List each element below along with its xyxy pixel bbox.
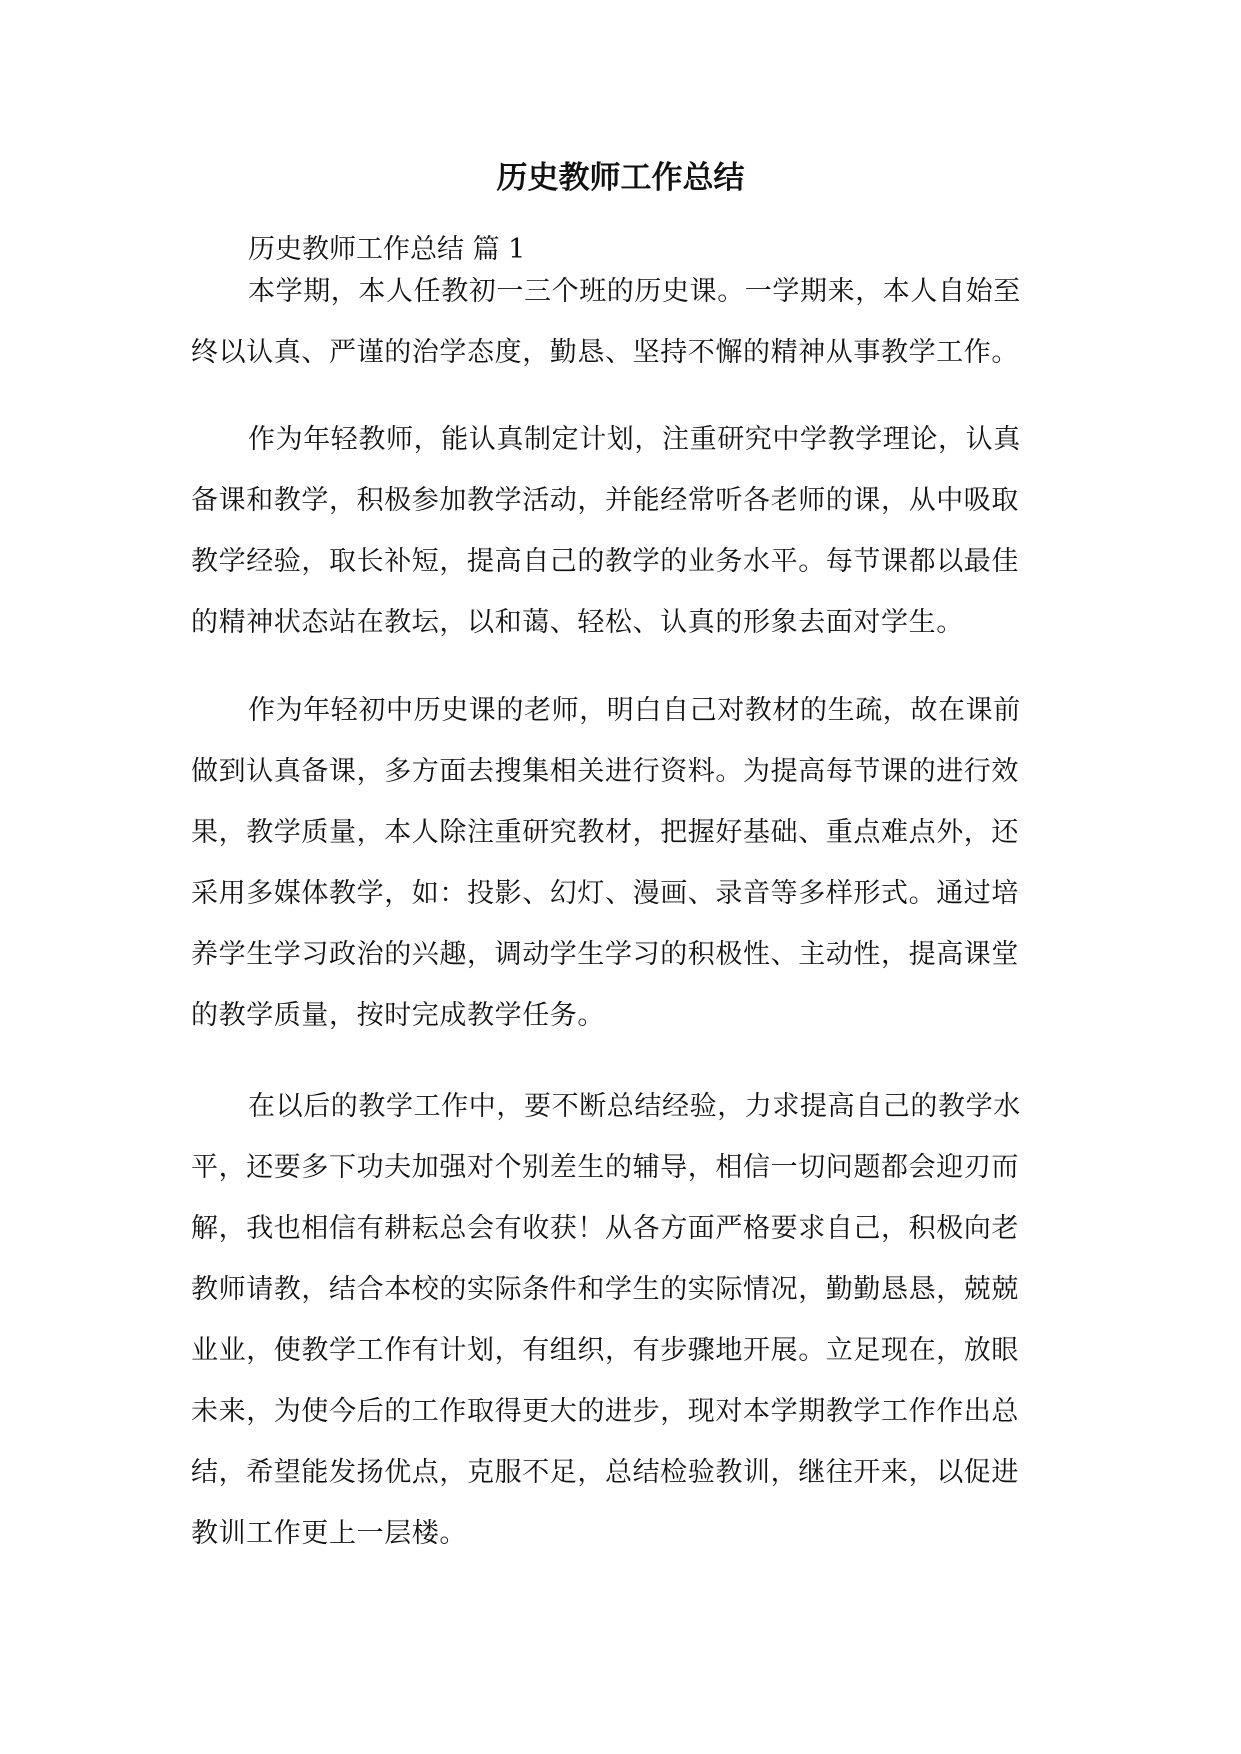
paragraph-line: 教训工作更上一层楼。: [191, 1518, 467, 1549]
paragraph-line: 教学经验，取长补短，提高自己的教学的业务水平。每节课都以最佳: [191, 546, 1019, 577]
paragraph-line: 做到认真备课，多方面去搜集相关进行资料。为提高每节课的进行效: [191, 756, 1019, 787]
paragraph-line: 作为年轻初中历史课的老师，明白自己对教材的生疏，故在课前: [248, 695, 1021, 726]
paragraph-line: 平，还要多下功夫加强对个别差生的辅导，相信一切问题都会迎刃而: [191, 1152, 1019, 1183]
paragraph-line: 解，我也相信有耕耘总会有收获！从各方面严格要求自己，积极向老: [191, 1213, 1019, 1244]
paragraph-4: [191, 1076, 1061, 1564]
paragraph-line: 采用多媒体教学，如：投影、幻灯、漫画、录音等多样形式。通过培: [191, 878, 1019, 909]
paragraph-line: 的教学质量，按时完成教学任务。: [191, 1000, 605, 1031]
paragraph-3: [191, 680, 1061, 1046]
paragraph-2: [191, 409, 1061, 653]
paragraph-1: [191, 261, 1061, 383]
paragraph-line: 业业，使教学工作有计划，有组织，有步骤地开展。立足现在，放眼: [191, 1335, 1019, 1366]
paragraph-line: 终以认真、严谨的治学态度，勤恳、坚持不懈的精神从事教学工作。: [191, 337, 1019, 368]
paragraph-line: 教师请教，结合本校的实际条件和学生的实际情况，勤勤恳恳，兢兢: [191, 1274, 1019, 1305]
paragraph-line: 作为年轻教师，能认真制定计划，注重研究中学教学理论，认真: [248, 424, 1021, 455]
paragraph-line: 结，希望能发扬优点，克服不足，总结检验教训，继往开来，以促进: [191, 1457, 1019, 1488]
document-title: 历史教师工作总结: [496, 160, 745, 196]
paragraph-line: 在以后的教学工作中，要不断总结经验，力求提高自己的教学水: [248, 1091, 1021, 1122]
paragraph-line: 备课和教学，积极参加教学活动，并能经常听各老师的课，从中吸取: [191, 485, 1019, 516]
document-subtitle: 历史教师工作总结 篇 1: [248, 234, 526, 265]
paragraph-line: 果，教学质量，本人除注重研究教材，把握好基础、重点难点外，还: [191, 817, 1019, 848]
paragraph-line: 的精神状态站在教坛，以和蔼、轻松、认真的形象去面对学生。: [191, 607, 964, 638]
paragraph-line: 养学生学习政治的兴趣，调动学生学习的积极性、主动性，提高课堂: [191, 939, 1019, 970]
paragraph-line: 未来，为使今后的工作取得更大的进步，现对本学期教学工作作出总: [191, 1396, 1019, 1427]
paragraph-line: 本学期，本人任教初一三个班的历史课。一学期来，本人自始至: [248, 276, 1021, 307]
